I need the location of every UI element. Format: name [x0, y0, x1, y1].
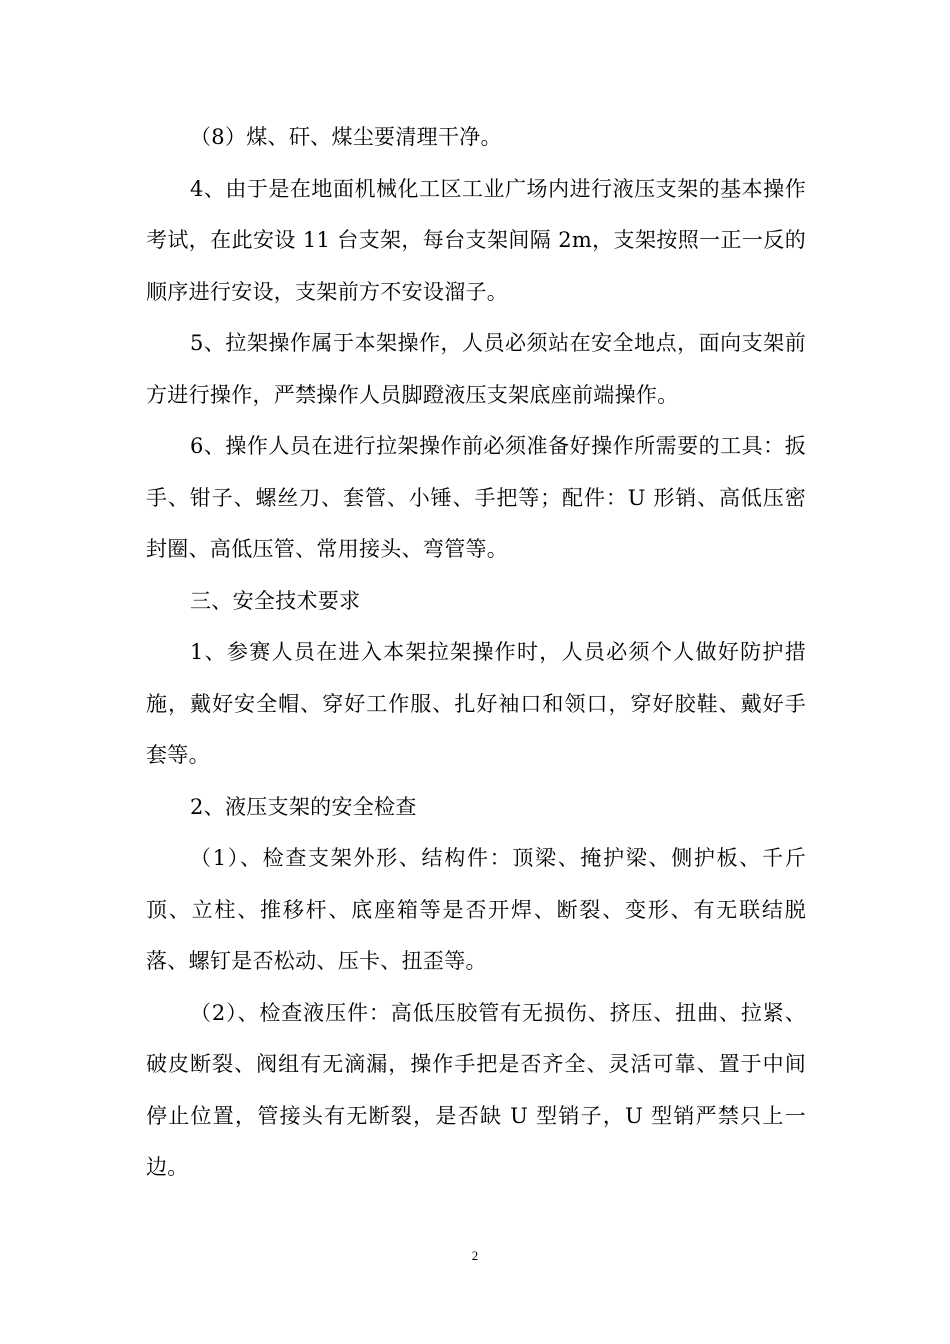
paragraph-safety-2: 2、液压支架的安全检查: [190, 794, 417, 819]
page-number: 2: [471, 1248, 479, 1263]
document-body: [146, 112, 806, 1194]
paragraph-section-4: 4、由于是在地面机械化工区工业广场内进行液压支架的基本操作考试，在此安设 11 台支架，每台支架间隔 2m，支架按照一正一反的顺序进行安设，支架前方不安设溜子。: [146, 176, 806, 304]
paragraph-section-5: 5、拉架操作属于本架操作，人员必须站在安全地点，面向支架前方进行操作，严禁操作人员脚蹬液压支架底座前端操作。: [146, 331, 806, 407]
paragraph-check-2: （2）、检查液压件：高低压胶管有无损伤、挤压、扭曲、拉紧、破皮断裂、阀组有无滴漏，操作手把是否齐全、灵活可靠、置于中间停止位置，管接头有无断裂，是否缺 U 型销子，U 型销严禁只上一边。: [146, 1000, 806, 1179]
paragraph-item-8: （8）煤、矸、煤尘要清理干净。: [190, 125, 502, 149]
paragraph-check-1: （1）、检查支架外形、结构件：顶梁、掩护梁、侧护板、千斤顶、立柱、推移杆、底座箱等是否开焊、断裂、变形、有无联结脱落、螺钉是否松动、压卡、扭歪等。: [146, 846, 806, 973]
section-heading-safety-requirements: 三、安全技术要求: [190, 588, 361, 613]
paragraph-section-6: 6、操作人员在进行拉架操作前必须准备好操作所需要的工具：扳手、钳子、螺丝刀、套管、小锤、手把等；配件：U 形销、高低压密封圈、高低压管、常用接头、弯管等。: [146, 434, 806, 561]
paragraph-safety-1: 1、参赛人员在进入本架拉架操作时，人员必须个人做好防护措施，戴好安全帽、穿好工作服、扎好袖口和领口，穿好胶鞋、戴好手套等。: [146, 640, 806, 767]
